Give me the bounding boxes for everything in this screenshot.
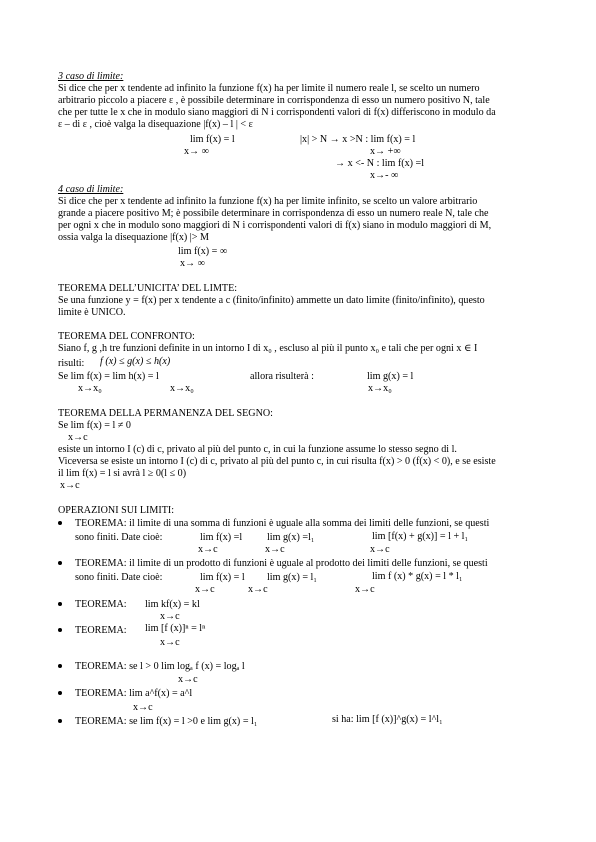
bullet-icon [58,691,62,695]
text-line-op-13: TEOREMA: lim a^f(x) = a^l [75,688,193,699]
text-line-op-9b: lim [f (x)]ⁿ = lⁿ [145,623,206,634]
text-line-co-title: TEOREMA DEL CONFRONTO: [58,331,195,342]
text-line-c3-1: Si dice che per x tendente ad infinito la funzione f(x) ha per limite il numero reale l, se scelto un numero [58,83,480,94]
text-line-c4-title: 4 caso di limite: [58,184,124,195]
text-line-op-5a: sono finiti. Date cioè: [75,572,163,583]
text-line-op-9a: TEOREMA: [75,625,127,636]
text-line-op-1: TEOREMA: il limite di una somma di funzioni è uguale alla somma dei limiti delle funzioni, se questi [75,518,490,529]
bullet-icon [58,602,62,606]
text-line-c4-4: ossia valga la disequazione |f(x) |> M [58,232,210,243]
text-line-co-3b: allora risulterà : [250,371,314,382]
text-line-c3-4: ε – di ε , cioè valga la disequazione |f(x) – l | < ε [58,119,253,130]
text-line-op-11: TEOREMA: se l > 0 lim logₐ f (x) = logₐ l [75,661,245,672]
text-line-c3-5a: lim f(x) = l [190,134,235,145]
text-line-pe-title: TEOREMA DELLA PERMANENZA DEL SEGNO: [58,408,273,419]
bullet-icon [58,521,62,525]
text-line-op-3c: x→c [370,544,390,555]
text-line-c4-5: lim f(x) = ∞ [178,246,228,257]
text-line-c4-3: per ogni x che in modulo sono maggiori di N i corrispondenti valori di f(x) siano in modulo maggiori di M, [58,220,492,231]
bullet-icon [58,628,62,632]
text-line-c3-5b: |x| > N → x >N : lim f(x) = l [300,134,416,145]
text-line-pe-1: Se lim f(x) = l ≠ 0 [58,420,131,431]
text-line-op-7a: TEOREMA: [75,599,127,610]
text-line-op-3b: x→c [265,544,285,555]
text-line-c3-title: 3 caso di limite: [58,71,124,82]
text-line-op-5c: lim g(x) = l₁ [267,572,317,583]
text-line-pe-2: x→c [68,432,88,443]
text-line-op-2a: sono finiti. Date cioè: [75,532,163,543]
text-line-op-12: x→c [178,674,198,685]
text-line-co-4a: x→x₀ [78,383,102,394]
text-line-co-3c: lim g(x) = l [367,371,414,382]
text-line-op-15a: TEOREMA: se lim f(x) = l >0 e lim g(x) = l₁ [75,716,258,727]
bullet-icon [58,719,62,723]
text-line-c3-8: x→- ∞ [370,170,399,181]
text-line-op-14: x→c [133,702,153,713]
text-line-pe-4: Viceversa se esiste un intorno I (c) di c, privato al più del punto c, in cui risulta f(x) > 0 (f(x) < 0), e se esiste [58,456,496,467]
text-line-un-1: Se una funzione y = f(x) per x tendente a c (finito/infinito) ammette un dato limite (finito/infinito), questo [58,295,485,306]
text-line-op-3a: x→c [198,544,218,555]
text-line-pe-5: il lim f(x) = l si avrà l ≥ 0(l ≤ 0) [58,468,187,479]
bullet-icon [58,664,62,668]
text-line-co-3a: Se lim f(x) = lim h(x) = l [58,371,159,382]
text-line-pe-6: x→c [60,480,80,491]
text-line-op-6b: x→c [248,584,268,595]
text-line-op-5d: lim f (x) * g(x) = l * l₁ [372,571,463,582]
text-line-op-10: x→c [160,637,180,648]
text-line-op-5b: lim f(x) = l [200,572,245,583]
text-line-co-2b: f (x) ≤ g(x) ≤ h(x) [100,356,171,367]
text-line-co-2a: risulti: [58,358,85,369]
text-line-op-8: x→c [160,611,180,622]
text-line-c4-6: x→ ∞ [180,258,205,269]
text-line-op-6c: x→c [355,584,375,595]
text-line-c3-7: → x <- N : lim f(x) =l [335,158,425,169]
text-line-op-15b: si ha: lim [f (x)]^g(x) = l^l₁ [332,714,443,725]
text-line-op-2c: lim g(x) =l₁ [267,532,315,543]
text-line-un-title: TEOREMA DELL’UNICITA’ DEL LIMTE: [58,283,238,294]
text-line-op-2b: lim f(x) =l [200,532,243,543]
text-line-pe-3: esiste un intorno I (c) di c, privato al più del punto c, in cui la funzione assume lo stesso segno di l. [58,444,457,455]
text-line-c3-6a: x→ ∞ [184,146,209,157]
text-line-c4-1: Si dice che per x tendente ad infinito la funzione f(x) ha per limite infinito, se scelto un valore arbitrario [58,196,478,207]
text-line-op-7b: lim kf(x) = kl [145,599,200,610]
text-line-op-2d: lim [f(x) + g(x)] = l + l₁ [372,531,468,542]
text-line-op-4: TEOREMA: il limite di un prodotto di funzioni è uguale al prodotto dei limiti delle funzioni, se questi [75,558,488,569]
text-line-co-4c: x→x₀ [368,383,392,394]
text-line-co-1: Siano f, g ,h tre funzioni definite in un intorno I di x₀ , escluso al più il punto x₀ e tali che per ogni x ∈ I [58,343,478,354]
text-line-un-2: limite è UNICO. [58,307,126,318]
text-line-c3-6b: x→ +∞ [370,146,401,157]
text-line-op-6a: x→c [195,584,215,595]
bullet-icon [58,561,62,565]
text-line-c3-3: che per tutte le x che in modulo siano maggiori di N i corrispondenti valori di f(x) differiscono in modulo da [58,107,496,118]
text-line-c4-2: grande a piacere positivo M; è possibile determinare in corrispondenza di esso un numero reale N, tale che [58,208,489,219]
text-line-op-title: OPERAZIONI SUI LIMITI: [58,505,175,516]
text-line-co-4b: x→x₀ [170,383,194,394]
text-line-c3-2: arbitrario piccolo a piacere ε , è possibile determinare in corrispondenza di esso un numero positivo N, tale [58,95,490,106]
